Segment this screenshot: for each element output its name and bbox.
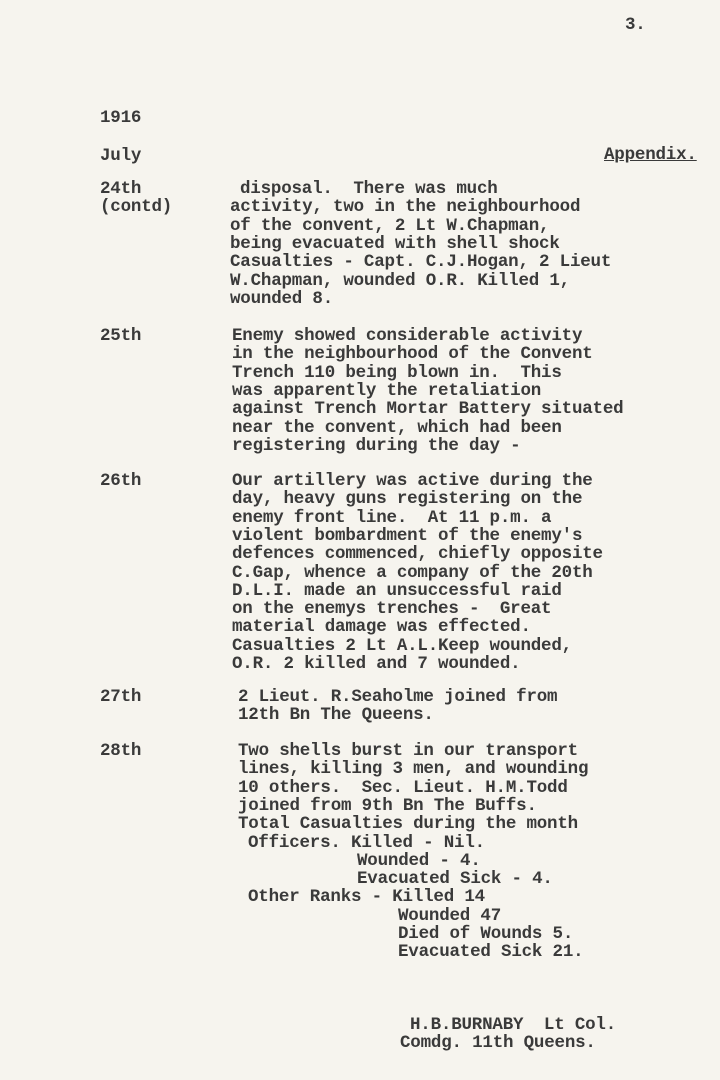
entry-text-line: defences commenced, chiefly opposite <box>232 544 603 565</box>
entry-text-line: material damage was effected. <box>232 617 531 638</box>
entry-text-line: Enemy showed considerable activity <box>232 326 583 346</box>
entry-text-line: Other Ranks - Killed 14 <box>248 887 485 908</box>
entry-text-line: Died of Wounds 5. <box>398 924 574 944</box>
entry-text-line: in the neighbourhood of the Convent <box>232 344 593 365</box>
entry-text-line: 2 Lieut. R.Seaholme joined from <box>238 687 558 707</box>
entry-text-line: W.Chapman, wounded O.R. Killed 1, <box>230 270 570 291</box>
signature-title: Comdg. 11th Queens. <box>400 1033 596 1053</box>
entry-text-line: being evacuated with shell shock <box>230 233 560 254</box>
entry-text-line: lines, killing 3 men, and wounding <box>238 759 589 780</box>
entry-date: 28th <box>100 741 142 761</box>
year-heading: 1916 <box>100 108 142 128</box>
entry-text-line: Total Casualties during the month <box>238 814 578 835</box>
entry-text-line: Two shells burst in our transport <box>238 741 578 761</box>
entry-text-line: Trench 110 being blown in. This <box>232 362 562 383</box>
entry-text-line: against Trench Mortar Battery situated <box>232 399 624 420</box>
month-heading: July <box>100 146 142 166</box>
entry-text-line: Evacuated Sick 21. <box>398 942 584 963</box>
entry-text-line: C.Gap, whence a company of the 20th <box>232 562 593 583</box>
appendix-label: Appendix. <box>604 145 697 165</box>
signature-name: H.B.BURNABY Lt Col. <box>410 1015 617 1035</box>
entry-text-line: 10 others. Sec. Lieut. H.M.Todd <box>238 777 568 798</box>
entry-text-line: Evacuated Sick - 4. <box>357 869 553 890</box>
entry-text-line: registering during the day - <box>232 435 521 456</box>
entry-text-line: joined from 9th Bn The Buffs. <box>238 795 537 816</box>
entry-text-line: D.L.I. made an unsuccessful raid <box>232 580 562 601</box>
entry-date: 24th <box>100 179 142 199</box>
entry-date: 27th <box>100 687 142 707</box>
entry-text-line: day, heavy guns registering on the <box>232 489 583 510</box>
entry-text-line: enemy front line. At 11 p.m. a <box>232 507 552 528</box>
entry-text-line: wounded 8. <box>230 288 334 309</box>
entry-date: 25th <box>100 326 142 346</box>
entry-date-note: (contd) <box>100 197 173 218</box>
entry-date: 26th <box>100 471 142 491</box>
entry-text-line: was apparently the retaliation <box>232 380 542 401</box>
entry-text-line: violent bombardment of the enemy's <box>232 525 583 546</box>
entry-text-line: of the convent, 2 Lt W.Chapman, <box>230 215 550 236</box>
entry-text-line: Wounded 47 <box>398 905 502 926</box>
entry-text-line: on the enemys trenches - Great <box>232 599 552 620</box>
entry-text-line: Our artillery was active during the <box>232 471 593 491</box>
page-number: 3. <box>625 15 646 35</box>
entry-text-line: disposal. There was much <box>240 179 498 199</box>
entry-text-line: Officers. Killed - Nil. <box>248 832 485 853</box>
entry-text-line: activity, two in the neighbourhood <box>230 197 581 218</box>
entry-text-line: Casualties 2 Lt A.L.Keep wounded, <box>232 635 572 656</box>
entry-text-line: 12th Bn The Queens. <box>238 705 434 726</box>
entry-text-line: O.R. 2 killed and 7 wounded. <box>232 654 521 674</box>
entry-text-line: Casualties - Capt. C.J.Hogan, 2 Lieut <box>230 252 612 273</box>
entry-text-line: near the convent, which had been <box>232 417 562 438</box>
entry-text-line: Wounded - 4. <box>357 850 481 871</box>
